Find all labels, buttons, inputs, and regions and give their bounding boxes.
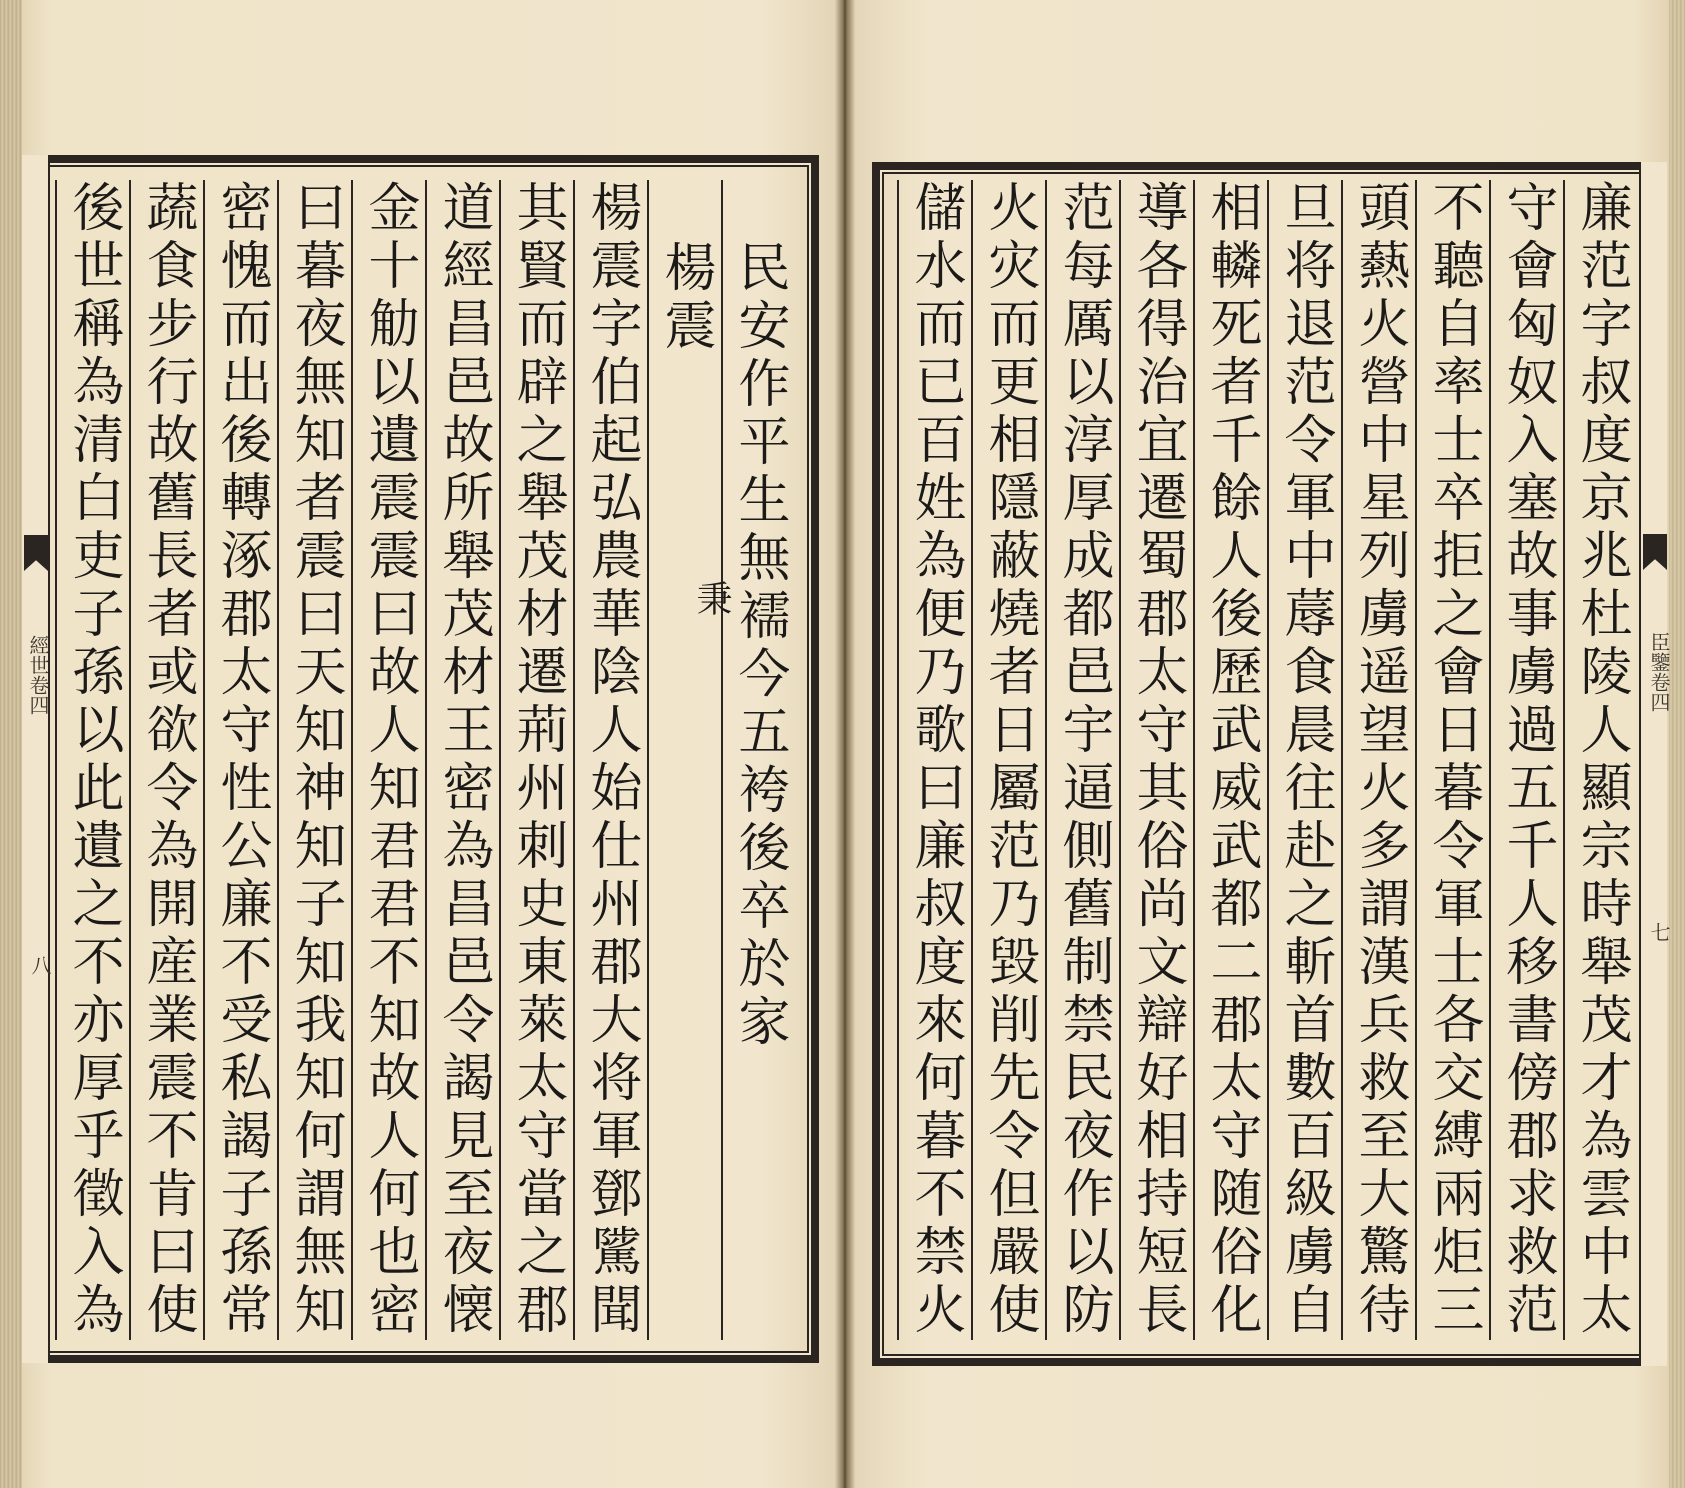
- column-text: 其賢而辟之舉茂材遷荊州刺史東萊太守當之郡: [507, 180, 567, 1340]
- left-page-edges: [0, 0, 22, 1488]
- column-text: 不聽自率士卒拒之會日暮令軍士各交縛兩炬三: [1423, 180, 1483, 1340]
- column-text: 范每厲以淳厚成都邑宇逼側舊制禁民夜作以防: [1053, 180, 1113, 1340]
- author-mark: 秉: [691, 580, 732, 616]
- column-text: 曰暮夜無知者震曰天知神知子知我知何謂無知: [285, 180, 345, 1340]
- column-text: 導各得治宜遷蜀郡太守其俗尚文辯好相持短長: [1127, 180, 1187, 1340]
- text-column: [647, 180, 721, 1340]
- column-text: 道經昌邑故所舉茂材王密為昌邑令謁見至夜懐: [433, 180, 493, 1340]
- left-page-number: 八: [28, 955, 52, 975]
- column-text: 頭爇火營中星列虜遥望火多謂漢兵救至大驚待: [1349, 180, 1409, 1340]
- text-column: [351, 180, 425, 1340]
- column-text: 楊震字伯起弘農華陰人始仕州郡大将軍鄧騭聞: [581, 180, 641, 1340]
- column-text: 楊震: [655, 240, 715, 356]
- fish-tail-mark: [24, 535, 48, 571]
- column-text: 相轔死者千餘人後歷武威武都二郡太守随俗化: [1201, 180, 1261, 1340]
- text-column: [721, 180, 795, 1340]
- text-column: [573, 180, 647, 1340]
- fish-tail-mark: [1643, 534, 1667, 570]
- text-column: [425, 180, 499, 1340]
- book-gutter: [834, 0, 856, 1488]
- column-text: 守會匈奴入塞故事虜過五千人移書傍郡求救范: [1497, 180, 1557, 1340]
- column-text: 火灾而更相隱蔽燒者日屬范乃毀削先令但嚴使: [979, 180, 1039, 1340]
- column-text: 密愧而出後轉涿郡太守性公廉不受私謁子孫常: [211, 180, 271, 1340]
- text-column: [277, 180, 351, 1340]
- right-page-center-strip: [1639, 162, 1671, 1366]
- column-text: 金十觔以遺震震曰故人知君君不知故人何也密: [359, 180, 419, 1340]
- column-text: 旦将退范令軍中蓐食晨往赴之斬首數百級虜自: [1275, 180, 1335, 1340]
- text-column: [1267, 180, 1341, 1340]
- text-column: [203, 180, 277, 1340]
- column-text: 廉范字叔度京兆杜陵人顯宗時舉茂才為雲中太: [1571, 180, 1631, 1340]
- left-margin-label: 經世卷四: [26, 635, 50, 715]
- text-column: [1341, 180, 1415, 1340]
- column-text: 儲水而已百姓為便乃歌曰廉叔度來何暮不禁火: [905, 180, 965, 1340]
- text-column: [1193, 180, 1267, 1340]
- right-page-edges: [1669, 0, 1685, 1488]
- right-margin-label: 臣鑒卷四: [1647, 632, 1671, 712]
- text-column: [897, 180, 971, 1340]
- text-column: [1563, 180, 1637, 1340]
- text-column: [1489, 180, 1563, 1340]
- text-column: [499, 180, 573, 1340]
- column-text: 蔬食步行故舊長者或欲令為開産業震不肯曰使: [137, 180, 197, 1340]
- text-column: [971, 180, 1045, 1340]
- right-page-number: 七: [1647, 922, 1671, 942]
- text-column: [55, 180, 129, 1340]
- text-column: [1119, 180, 1193, 1340]
- text-column: [1415, 180, 1489, 1340]
- column-text: 民安作平生無襦今五袴後卒於家: [729, 240, 789, 1052]
- column-text: 後世稱為清白吏子孫以此遺之不亦厚乎徵入為: [63, 180, 123, 1340]
- left-page-center-strip: [22, 155, 50, 1363]
- text-column: [129, 180, 203, 1340]
- text-column: [1045, 180, 1119, 1340]
